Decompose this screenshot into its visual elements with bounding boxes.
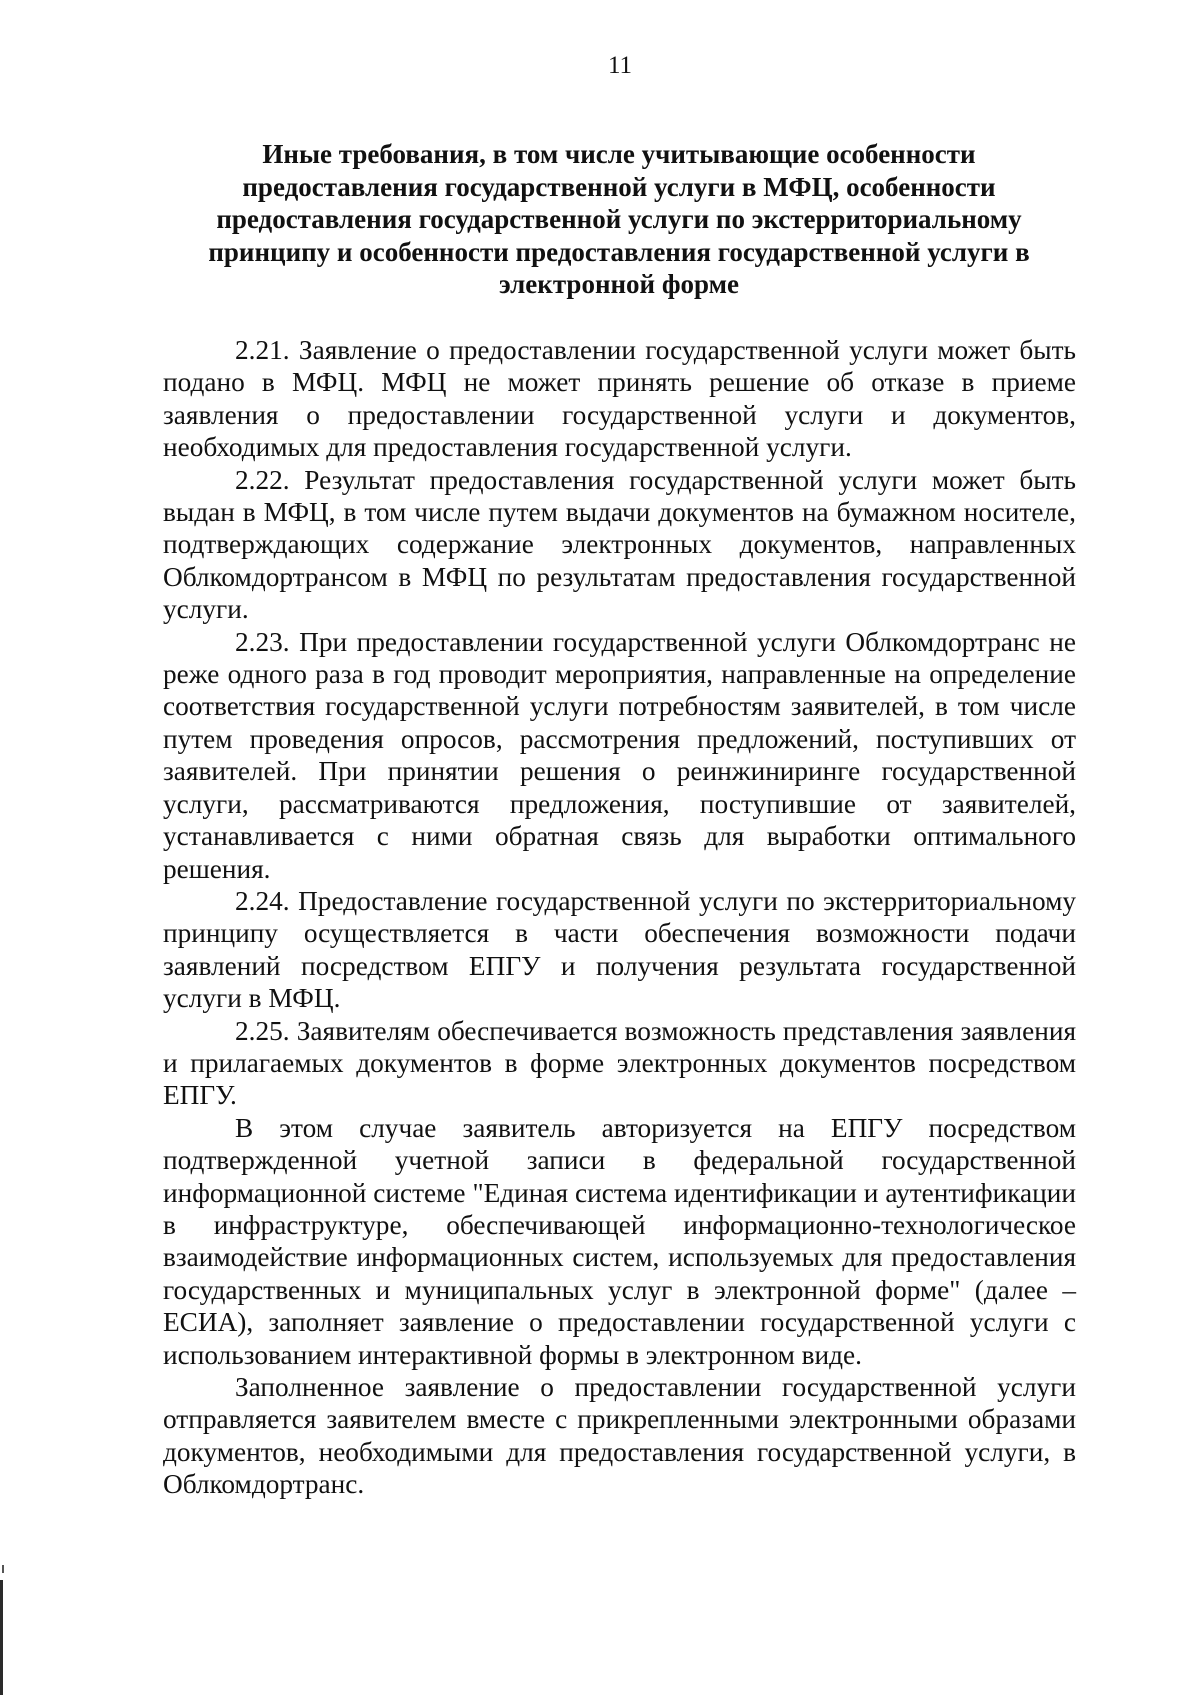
paragraph-esia-authorization: В этом случае заявитель авторизуется на ЕПГУ посредством подтвержденной учетной записи в федеральной государственной информационной системе "Единая система идентификации и аутентификации в инфраструктуре, обеспечивающей информационно-технологическое взаимодействие информационных систем, используемых для предоставления государственных и муниципальных услуг в электронной форме" (далее – ЕСИА), заполняет заявление о предоставлении государственной услуги с использованием интерактивной формы в электронном виде. xyxy=(163,1112,1076,1370)
paragraph-2-25: 2.25. Заявителям обеспечивается возможность представления заявления и прилагаемых документов в форме электронных документов посредством ЕПГУ. xyxy=(163,1015,1076,1111)
section-heading: Иные требования, в том числе учитывающие особенности предоставления государственной услуги в МФЦ, особенности предоставления государственной услуги по экстерриториальному принципу и особенности предоставления государственной услуги в электронной форме xyxy=(208,139,1030,299)
document-body xyxy=(163,334,1076,1501)
paragraph-application-submission: Заполненное заявление о предоставлении государственной услуги отправляется заявителем вместе с прикрепленными электронными образами документов, необходимыми для предоставления государственной услуги, в Облкомдортранс. xyxy=(163,1372,1076,1500)
scan-edge-line xyxy=(0,1580,3,1695)
page-number: 11 xyxy=(607,52,633,79)
paragraph-2-24: 2.24. Предоставление государственной услуги по экстерриториальному принципу осуществляется в части обеспечения возможности подачи заявлений посредством ЕПГУ и получения результата государственной услуги в МФЦ. xyxy=(163,885,1076,1014)
scan-margin-mark xyxy=(2,1565,4,1573)
paragraph-2-22: 2.22. Результат предоставления государственной услуги может быть выдан в МФЦ, в том числе путем выдачи документов на бумажном носителе, подтверждающих содержание электронных документов, направленных Облкомдортрансом в МФЦ по результатам предоставления государственной услуги. xyxy=(163,464,1076,625)
paragraph-2-21: 2.21. Заявление о предоставлении государственной услуги может быть подано в МФЦ. МФЦ не может принять решение об отказе в приеме заявления о предоставлении государственной услуги и документов, необходимых для предоставления государственной услуги. xyxy=(163,335,1076,463)
paragraph-2-23: 2.23. При предоставлении государственной услуги Облкомдортранс не реже одного раза в год проводит мероприятия, направленные на определение соответствия государственной услуги потребностям заявителей, в том числе путем проведения опросов, рассмотрения предложений, поступивших от заявителей. При принятии решения о реинжиниринге государственной услуги, рассматриваются предложения, поступившие от заявителей, устанавливается с ними обратная связь для выработки оптимального решения. xyxy=(163,626,1076,884)
